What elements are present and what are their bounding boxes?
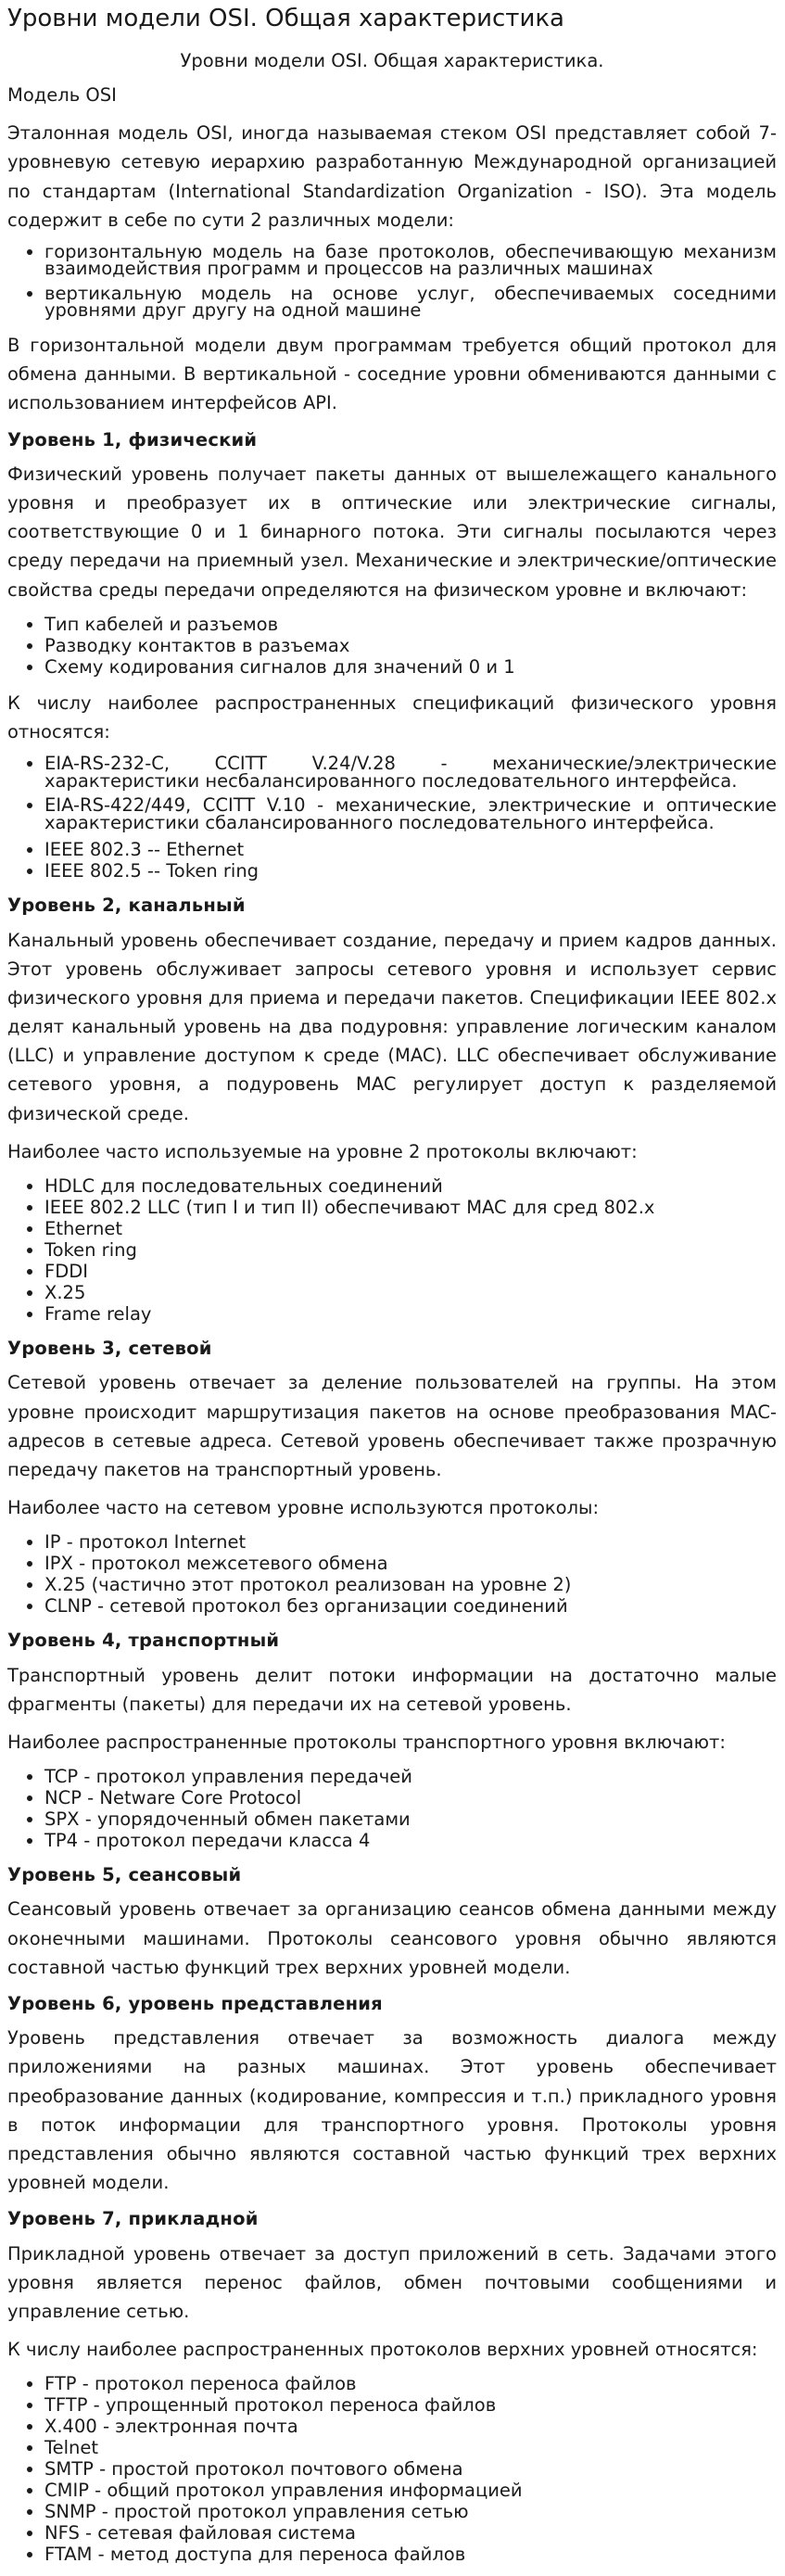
list-item: • FDDI (44, 1261, 777, 1282)
list-item: • IP - протокол Internet (44, 1531, 777, 1553)
level1-heading: Уровень 1, физический (7, 428, 258, 450)
list-item: • IEEE 802.3 -- Ethernet (44, 839, 777, 860)
section-label: Модель OSI (7, 83, 117, 106)
level7-paragraph-2: К числу наиболее распространенных протоколов верхних уровней относятся: (7, 2339, 758, 2361)
list-item: • Token ring (44, 1239, 777, 1261)
list-item: • IEEE 802.5 -- Token ring (44, 860, 777, 882)
list-item: • TCP - протокол управления передачей (44, 1766, 777, 1787)
list-item: • вертикальную модель на основе услуг, обеспечиваемых соседними уровнями друг другу на одной машине (44, 286, 777, 320)
list-item: • CLNP - сетевой протокол без организации соединений (44, 1595, 777, 1617)
level3-list (7, 1531, 777, 1617)
level2-list (7, 1175, 777, 1325)
list-item: • IEEE 802.2 LLC (тип I и тип II) обеспечивают MAC для сред 802.x (44, 1197, 777, 1218)
list-item: • FTP - протокол переноса файлов (44, 2373, 777, 2394)
list-item: • Ethernet (44, 1218, 777, 1239)
list-item: • EIA-RS-422/449, CCITT V.10 - механические, электрические и оптические характеристики сбалансированного последовательного интерфейса. (44, 797, 777, 831)
list-item: • CMIP - общий протокол управления информацией (44, 2480, 777, 2501)
intro-paragraph-2: В горизонтальной модели двум программам требуется общий протокол для обмена данными. В вертикальной - соседние уровни обмениваются данными с использованием интерфейсов API. (7, 334, 777, 414)
level5-heading: Уровень 5, сеансовый (7, 1864, 242, 1886)
list-item: • X.400 - электронная почта (44, 2416, 777, 2437)
level4-heading: Уровень 4, транспортный (7, 1630, 280, 1652)
level7-heading: Уровень 7, прикладной (7, 2208, 259, 2230)
list-item: • FTAM - метод доступа для переноса файлов (44, 2544, 777, 2565)
list-item: • Разводку контактов в разъемах (44, 635, 777, 656)
list-item: • SNMP - простой протокол управления сетью (44, 2501, 777, 2522)
models-list (7, 240, 777, 322)
level1-paragraph: Физический уровень получает пакеты данных от вышележащего канального уровня и преобразует их в оптические или электрические сигналы, соответствующие 0 и 1 бинарного потока. Эти сигналы посылаются через среду передачи на приемный узел. Механические и электрические/оптические свойства среды передачи определяются на физическом уровне и включают: (7, 463, 777, 601)
list-item: • TFTP - упрощенный протокол переноса файлов (44, 2394, 777, 2416)
list-item: • SMTP - простой протокол почтового обмена (44, 2458, 777, 2480)
level3-heading: Уровень 3, сетевой (7, 1338, 212, 1360)
level6-heading: Уровень 6, уровень представления (7, 1992, 383, 2014)
list-item: • Frame relay (44, 1303, 777, 1325)
intro-paragraph: Эталонная модель OSI, иногда называемая стеком OSI представляет собой 7-уровневую сетевую иерархию разработанную Международной организацией по стандартам (International Standardization Organization - ISO). Эта модель содержит в себе по сути 2 различных модели: (7, 122, 777, 231)
list-item: • EIA-RS-232-C, CCITT V.24/V.28 - механические/электрические характеристики несбалансированного последовательного интерфейса. (44, 755, 777, 790)
article (7, 4, 777, 2565)
level3-paragraph: Сетевой уровень отвечает за деление пользователей на группы. На этом уровне происходит маршрутизация пакетов на основе преобразования MAC-адресов в сетевые адреса. Сетевой уровень обеспечивает также прозрачную передачу пакетов на транспортный уровень. (7, 1372, 777, 1480)
list-item: • HDLC для последовательных соединений (44, 1175, 777, 1197)
list-item: • Схему кодирования сигналов для значений 0 и 1 (44, 656, 777, 678)
list-item: • горизонтальную модель на базе протоколов, обеспечивающую механизм взаимодействия программ и процессов на различных машинах (44, 244, 777, 278)
level6-paragraph: Уровень представления отвечает за возможность диалога между приложениями на разных машинах. Этот уровень обеспечивает преобразование данных (кодирование, компрессия и т.п.) прикладного уровня в поток информации для транспортного уровня. Протоколы уровня представления обычно являются составной частью функций трех верхних уровней модели. (7, 2027, 777, 2194)
level5-paragraph: Сеансовый уровень отвечает за организацию сеансов обмена данными между оконечными машинами. Протоколы сеансового уровня обычно являются составной частью функций трех верхних уровней модели. (7, 1898, 777, 1978)
level1-paragraph-2: К числу наиболее распространенных спецификаций физического уровня относятся: (7, 692, 777, 742)
list-item: • X.25 (частично этот протокол реализован на уровне 2) (44, 1574, 777, 1595)
level7-list (7, 2373, 777, 2565)
level4-list (7, 1766, 777, 1851)
list-item: • Telnet (44, 2437, 777, 2458)
list-item: • SPX - упорядоченный обмен пакетами (44, 1808, 777, 1830)
list-item: • NCP - Netware Core Protocol (44, 1787, 777, 1808)
level3-paragraph-2: Наиболее часто на сетевом уровне используются протоколы: (7, 1497, 600, 1519)
level1-specs-list (7, 755, 777, 882)
list-item: • NFS - сетевая файловая система (44, 2522, 777, 2544)
list-item: • IPX - протокол межсетевого обмена (44, 1553, 777, 1574)
article-subtitle: Уровни модели OSI. Общая характеристика. (180, 49, 604, 71)
level2-paragraph-2: Наиболее часто используемые на уровне 2 протоколы включают: (7, 1140, 638, 1162)
page-title: Уровни модели OSI. Общая характеристика (7, 5, 564, 32)
level1-list (7, 614, 777, 678)
list-item: • Тип кабелей и разъемов (44, 614, 777, 635)
level7-paragraph: Прикладной уровень отвечает за доступ приложений в сеть. Задачами этого уровня является перенос файлов, обмен почтовыми сообщениями и управление сетью. (7, 2242, 777, 2323)
list-item: • TP4 - протокол передачи класса 4 (44, 1830, 777, 1851)
list-item: • X.25 (44, 1282, 777, 1303)
level2-heading: Уровень 2, канальный (7, 895, 246, 917)
level4-paragraph: Транспортный уровень делит потоки информации на достаточно малые фрагменты (пакеты) для передачи их на сетевой уровень. (7, 1664, 777, 1715)
level2-paragraph: Канальный уровень обеспечивает создание, передачу и прием кадров данных. Этот уровень обслуживает запросы сетевого уровня и использует сервис физического уровня для приема и передачи пакетов. Спецификации IEEE 802.x делят канальный уровень на два подуровня: управление логическим каналом (LLC) и управление доступом к среде (MAC). LLC обеспечивает обслуживание сетевого уровня, а подуровень MAC регулирует доступ к разделяемой физической среде. (7, 929, 777, 1124)
level4-paragraph-2: Наиболее распространенные протоколы транспортного уровня включают: (7, 1731, 726, 1753)
